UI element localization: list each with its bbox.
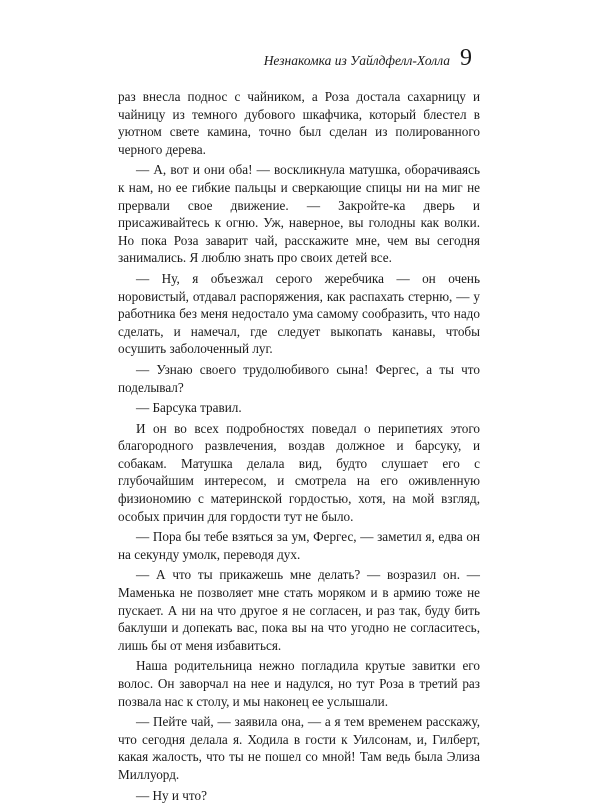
page-number: 9 [460, 45, 472, 71]
paragraph: — Барсука травил. [136, 400, 242, 416]
paragraph: — Ну, я объезжал серого жеребчика — он очень норовистый, отдавал распоряжения, как распахать стерню, — у работника без меня недостало ума самому сообразить, что надо сделать, и намечал, где следует выкопать канавы, чтобы осушить заболоченный луг. [118, 270, 480, 357]
body-text [118, 88, 480, 804]
paragraph: — Узнаю своего трудолюбивого сына! Фергес, а ты что поделывал? [118, 361, 480, 395]
paragraph: — Ну и что? [136, 787, 207, 803]
paragraph: — А что ты прикажешь мне делать? — возразил он. — Маменька не позволяет мне стать моряком и в армию тоже не пускает. А ни на что другое я не согласен, и раз так, буду бить баклуши и допекать вас, пока вы на что угодно не согласитесь, лишь бы от меня избавиться. [118, 567, 480, 653]
paragraph: — Пора бы тебе взяться за ум, Фергес, — заметил я, едва он на секунду умолк, переводя дух. [118, 529, 480, 562]
running-title: Незнакомка из Уайлдфелл-Холла [263, 53, 450, 68]
paragraph: И он во всех подробностях поведал о перипетиях этого благородного развлечения, воздав должное и барсуку, и собакам. Матушка делала вид, будто слушает его с глубочайшим интересом, и смотрела на его оживленную физиономию с материнской гордостью, хотя, на мой взгляд, особых причин для гордости тут не было. [118, 420, 480, 524]
paragraph: — А, вот и они оба! — воскликнула матушка, оборачиваясь к нам, но ее гибкие пальцы и сверкающие спицы ни на миг не прервали свое движение. — Закройте-ка дверь и присаживайтесь к огню. Уж, наверное, вы голодны как волки. Но пока Роза заварит чай, расскажите мне, чем вы сегодня занимались. Я люблю знать про своих детей все. [118, 162, 480, 266]
paragraph: Наша родительница нежно погладила крутые завитки его волос. Он заворчал на нее и надулся, но тут Роза в третий раз позвала нас к столу, и мы наконец ее услышали. [118, 658, 480, 709]
paragraph: — Пейте чай, — заявила она, — а я тем временем расскажу, что сегодня делала я. Ходила в гости к Уилсонам, и, Гилберт, какая жалость, что ты не пошел со мной! Там ведь была Элиза Миллуорд. [118, 714, 480, 782]
paragraph: раз внесла поднос с чайником, а Роза достала сахарницу и чайницу из темного дубового шкафчика, который блестел в уютном свете камина, точно был сделан из полированного черного дерева. [118, 89, 480, 157]
running-head [264, 46, 472, 70]
